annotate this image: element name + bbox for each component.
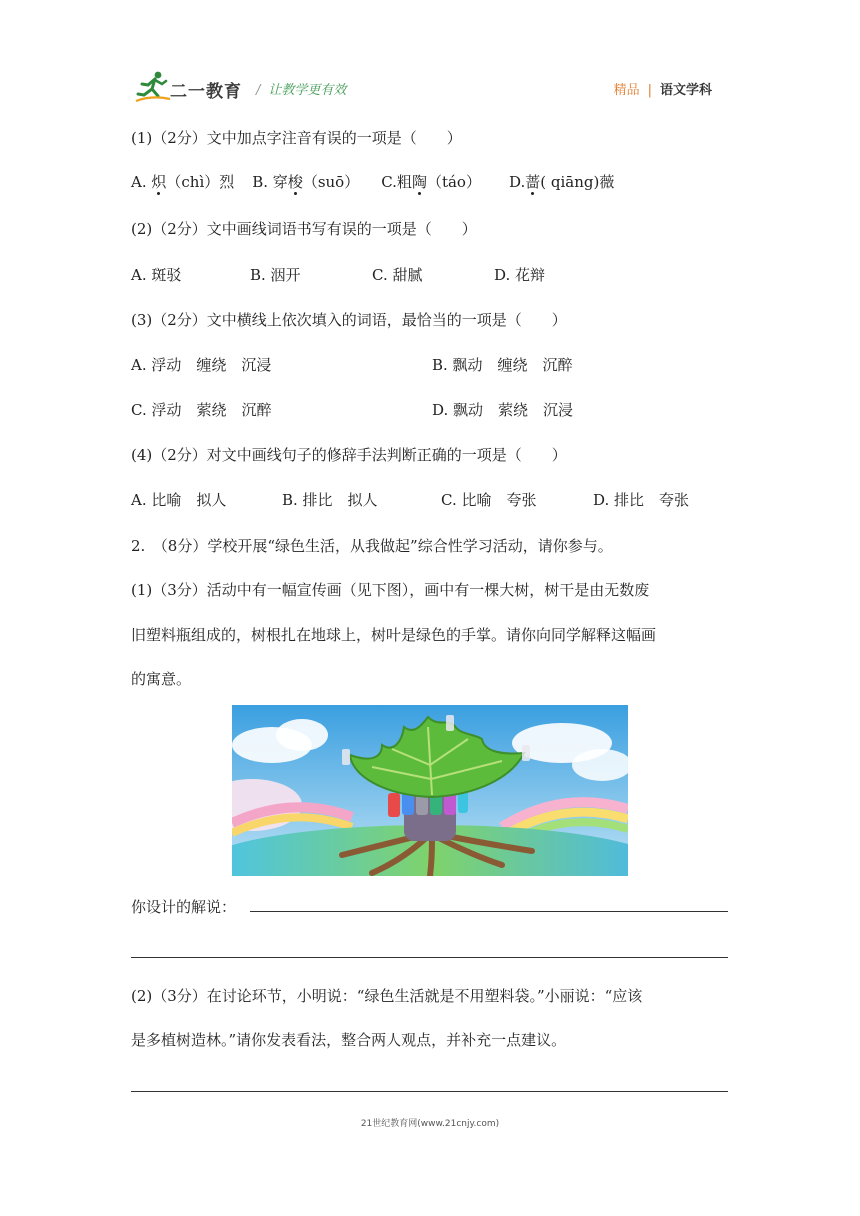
option-a: A. 比喻 拟人 [131, 491, 227, 509]
premium-label: 精品 [613, 83, 640, 98]
question-1-4-stem: (4)（2分）对文中画线句子的修辞手法判断正确的一项是（ ） [131, 446, 567, 464]
option-b: B. 飘动 缠绕 沉醉 [432, 356, 573, 374]
tree-picture-icon [232, 705, 628, 876]
tree-illustration [232, 705, 628, 876]
dotted-char: 蔷 [525, 173, 541, 191]
answer-blank-line[interactable] [250, 911, 728, 912]
option-b: B. 洇开 [250, 266, 301, 284]
dotted-char: 陶 [411, 173, 427, 191]
option-d: D. 排比 夸张 [593, 491, 690, 509]
question-1-1-stem: (1)（2分）文中加点字注音有误的一项是（ ） [131, 129, 462, 147]
option-b: B. 排比 拟人 [282, 491, 378, 509]
question-1-3-stem: (3)（2分）文中横线上依次填入的词语，最恰当的一项是（ ） [131, 311, 567, 329]
dotted-char: 梭 [287, 173, 303, 191]
question-1-1-options [131, 171, 614, 192]
option-a: A. 浮动 缠绕 沉浸 [131, 356, 272, 374]
subject-label: 语文学科 [659, 83, 712, 98]
page-header [134, 68, 728, 104]
runner-logo-icon [134, 68, 170, 104]
page-footer: 21世纪教育网(www.21cnjy.com) [360, 1119, 500, 1129]
slogan [256, 79, 346, 98]
question-1-2-stem: (2)（2分）文中画线词语书写有误的一项是（ ） [131, 220, 477, 238]
question-2-2-line-1: (2)（3分）在讨论环节，小明说：“绿色生活就是不用塑料袋。”小丽说：“应该 [131, 987, 643, 1005]
option-d: D. 花辩 [494, 266, 546, 284]
option-a: A. 炽（chì）烈 [131, 173, 235, 191]
header-subject [614, 79, 712, 98]
question-2-2-line-2: 是多植树造林。”请你发表看法，整合两人观点，并补充一点建议。 [131, 1031, 567, 1049]
answer-blank-line[interactable] [131, 1091, 728, 1092]
logo-text: 二一教育 [170, 82, 242, 102]
option-c: C. 浮动 萦绕 沉醉 [131, 401, 272, 419]
option-d: D.蔷( qiāng)薇 [508, 173, 615, 191]
slogan-text: 让教学更有效 [268, 83, 347, 98]
option-c: C. 比喻 夸张 [441, 491, 537, 509]
answer-blank-line[interactable] [131, 957, 728, 958]
brand-logo [134, 68, 246, 104]
header-divider: | [647, 83, 652, 98]
dotted-char: 炽 [151, 173, 167, 191]
option-d: D. 飘动 萦绕 沉浸 [432, 401, 574, 419]
answer-label: 你设计的解说： [131, 898, 237, 916]
question-2-title: 2. （8分）学校开展“绿色生活，从我做起”综合性学习活动，请你参与。 [131, 537, 613, 555]
slogan-separator: / [256, 83, 261, 98]
option-c: C. 甜腻 [372, 266, 423, 284]
option-c: C.粗陶（táo） [381, 173, 481, 191]
option-b: B. 穿梭（suō） [252, 173, 360, 191]
question-2-1-line-3: 的寓意。 [131, 670, 192, 688]
question-2-1-line-1: (1)（3分）活动中有一幅宣传画（见下图），画中有一棵大树，树干是由无数废 [131, 581, 650, 599]
question-2-1-line-2: 旧塑料瓶组成的，树根扎在地球上，树叶是绿色的手掌。请你向同学解释这幅画 [131, 626, 657, 644]
option-a: A. 斑驳 [131, 266, 182, 284]
